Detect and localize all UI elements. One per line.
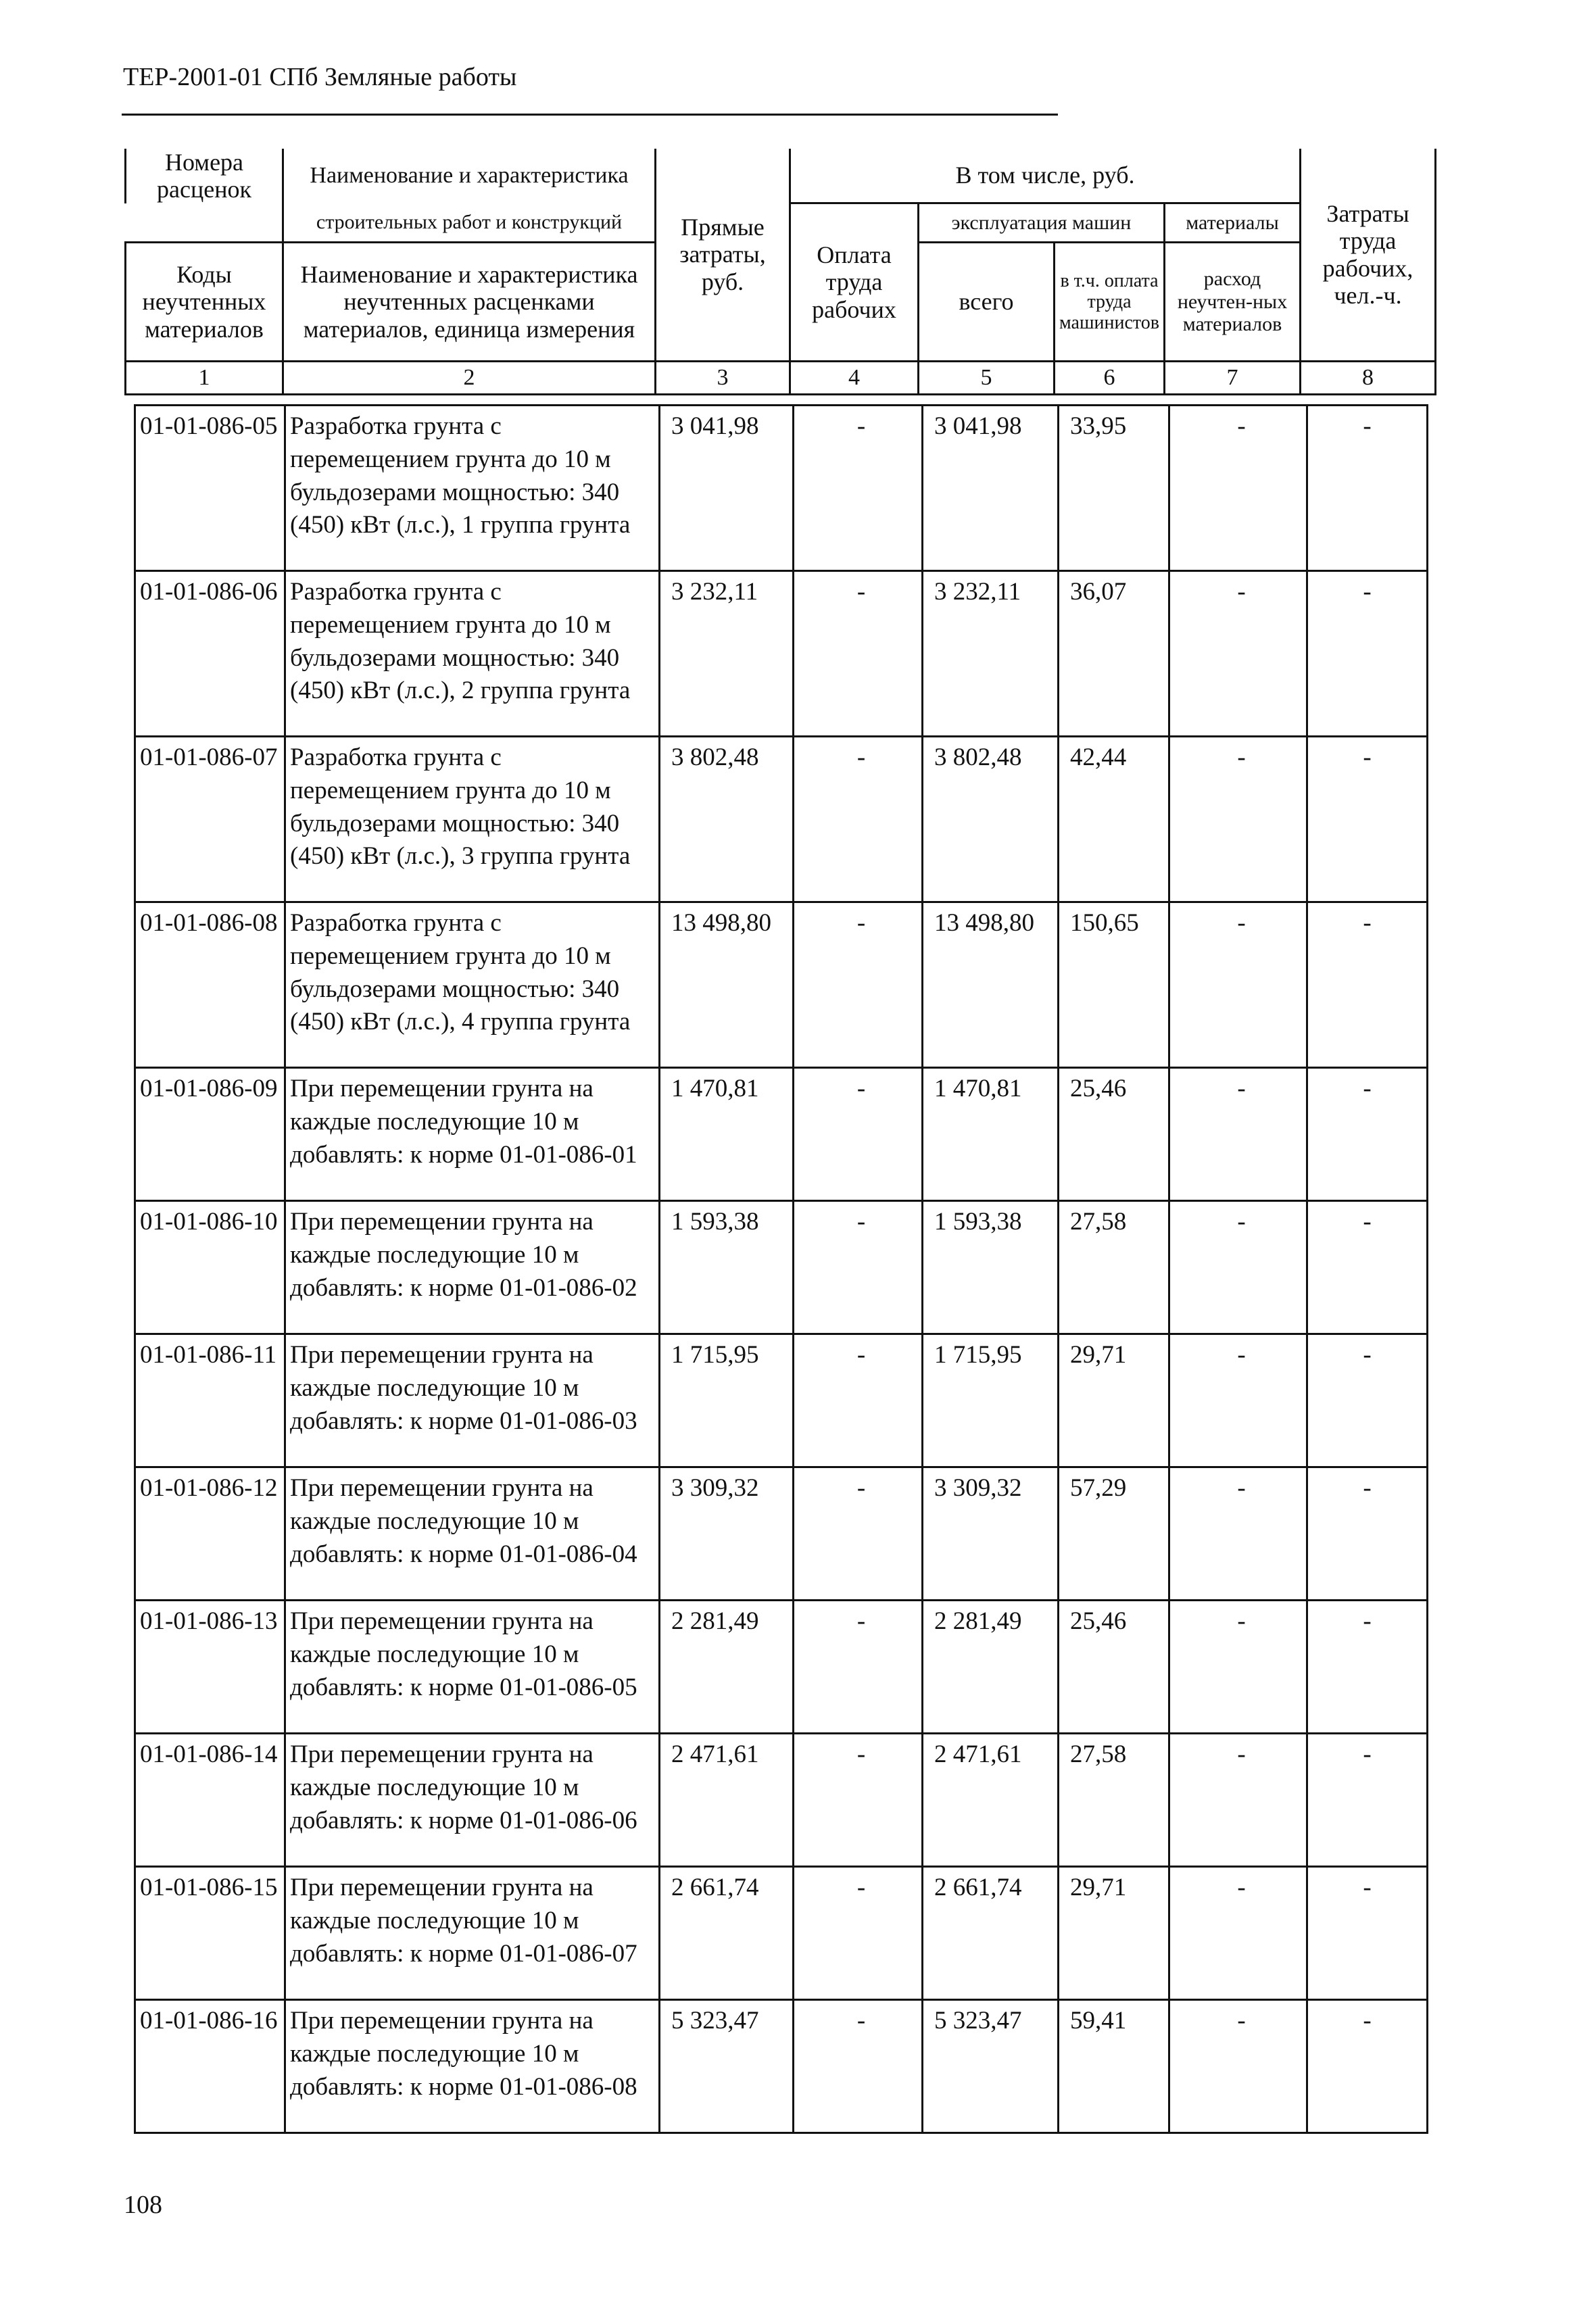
cell-machinists: 59,41 [1059,2000,1169,2133]
header-table [124,149,1436,395]
cell-materials: - [1169,737,1307,902]
cell-labor-hours: - [1307,737,1428,902]
cell-machinists: 25,46 [1059,1601,1169,1734]
cell-code: 01-01-086-10 [135,1201,285,1334]
cell-machinists: 27,58 [1059,1201,1169,1334]
col2-top-line2: строительных работ и конструкций [283,203,656,243]
cell-desc: При перемещении грунта на каждые последующие 10 м добавлять: к норме 01-01-086-06 [285,1734,660,1867]
cell-desc: При перемещении грунта на каждые последующие 10 м добавлять: к норме 01-01-086-07 [285,1867,660,2000]
cell-labor-hours: - [1307,2000,1428,2133]
cell-desc: При перемещении грунта на каждые последующие 10 м добавлять: к норме 01-01-086-08 [285,2000,660,2133]
page-number: 108 [124,2191,162,2219]
cell-materials: - [1169,1467,1307,1601]
col2-bottom-header: Наименование и характеристика неучтенных расценками материалов, единица измерения [283,243,656,362]
col5-header: всего [919,243,1055,362]
cell-labor: - [794,1334,923,1467]
cell-labor-hours: - [1307,406,1428,571]
table-row [135,1068,1428,1201]
cell-code: 01-01-086-12 [135,1467,285,1601]
cell-code: 01-01-086-07 [135,737,285,902]
cell-code: 01-01-086-14 [135,1734,285,1867]
cell-direct: 3 232,11 [660,571,794,737]
group-header: В том числе, руб. [790,149,1301,203]
cell-machinists: 36,07 [1059,571,1169,737]
cell-direct: 2 471,61 [660,1734,794,1867]
cell-materials: - [1169,1601,1307,1734]
cell-labor: - [794,902,923,1068]
col-number: 4 [790,362,919,395]
col4-header: Оплата труда рабочих [790,203,919,362]
cell-machinists: 29,71 [1059,1334,1169,1467]
cell-desc: Разработка грунта с перемещением грунта до 10 м бульдозерами мощностью: 340 (450) кВт (л.с.), 4 группа грунта [285,902,660,1068]
table-row [135,1734,1428,1867]
cell-machines-total: 2 281,49 [923,1601,1059,1734]
cell-materials: - [1169,406,1307,571]
cell-code: 01-01-086-06 [135,571,285,737]
table-row [135,571,1428,737]
col1-mid [126,203,283,243]
cell-code: 01-01-086-09 [135,1068,285,1201]
col1-top-header: Номера расценок [126,149,283,203]
cell-machinists: 57,29 [1059,1467,1169,1601]
col-number: 5 [919,362,1055,395]
table-row [135,406,1428,571]
cell-desc: При перемещении грунта на каждые последующие 10 м добавлять: к норме 01-01-086-01 [285,1068,660,1201]
cell-direct: 1 715,95 [660,1334,794,1467]
col8-header: Затраты труда рабочих, чел.-ч. [1301,149,1436,362]
col-number: 8 [1301,362,1436,395]
materials-header: материалы [1165,203,1301,243]
col3-header: Прямые затраты, руб. [656,149,790,362]
col7-header: расход неучтен-ных материалов [1165,243,1301,362]
rates-table [134,404,1428,2134]
cell-machines-total: 3 041,98 [923,406,1059,571]
cell-labor-hours: - [1307,902,1428,1068]
cell-labor-hours: - [1307,1467,1428,1601]
cell-code: 01-01-086-08 [135,902,285,1068]
cell-desc: Разработка грунта с перемещением грунта до 10 м бульдозерами мощностью: 340 (450) кВт (л.с.), 1 группа грунта [285,406,660,571]
cell-desc: При перемещении грунта на каждые последующие 10 м добавлять: к норме 01-01-086-04 [285,1467,660,1601]
cell-direct: 5 323,47 [660,2000,794,2133]
cell-labor-hours: - [1307,1867,1428,2000]
cell-materials: - [1169,1201,1307,1334]
cell-materials: - [1169,571,1307,737]
cell-machinists: 33,95 [1059,406,1169,571]
cell-desc: При перемещении грунта на каждые последующие 10 м добавлять: к норме 01-01-086-05 [285,1601,660,1734]
cell-desc: Разработка грунта с перемещением грунта до 10 м бульдозерами мощностью: 340 (450) кВт (л.с.), 2 группа грунта [285,571,660,737]
col2-top-header: Наименование и характеристика [283,149,656,203]
cell-labor-hours: - [1307,571,1428,737]
cell-machinists: 29,71 [1059,1867,1169,2000]
table-row [135,902,1428,1068]
col-number: 2 [283,362,656,395]
cell-labor-hours: - [1307,1601,1428,1734]
cell-code: 01-01-086-13 [135,1601,285,1734]
cell-machinists: 25,46 [1059,1068,1169,1201]
cell-machines-total: 3 802,48 [923,737,1059,902]
cell-materials: - [1169,902,1307,1068]
cell-labor: - [794,571,923,737]
cell-materials: - [1169,1734,1307,1867]
table-row [135,2000,1428,2133]
table-row [135,1201,1428,1334]
cell-labor-hours: - [1307,1201,1428,1334]
col-number: 7 [1165,362,1301,395]
cell-materials: - [1169,2000,1307,2133]
cell-labor: - [794,1601,923,1734]
cell-direct: 3 802,48 [660,737,794,902]
cell-code: 01-01-086-05 [135,406,285,571]
cell-materials: - [1169,1334,1307,1467]
cell-machines-total: 2 471,61 [923,1734,1059,1867]
col-number: 6 [1055,362,1165,395]
cell-code: 01-01-086-11 [135,1334,285,1467]
col6-header: в т.ч. оплата труда машинистов [1055,243,1165,362]
cell-labor-hours: - [1307,1068,1428,1201]
cell-labor: - [794,2000,923,2133]
cell-desc: При перемещении грунта на каждые последующие 10 м добавлять: к норме 01-01-086-02 [285,1201,660,1334]
table-row [135,1334,1428,1467]
table-row [135,737,1428,902]
running-head: ТЕР-2001-01 СПб Земляные работы [123,63,517,91]
cell-labor: - [794,1467,923,1601]
cell-machinists: 150,65 [1059,902,1169,1068]
cell-direct: 1 470,81 [660,1068,794,1201]
cell-direct: 1 593,38 [660,1201,794,1334]
cell-labor: - [794,1867,923,2000]
cell-direct: 13 498,80 [660,902,794,1068]
cell-machines-total: 1 715,95 [923,1334,1059,1467]
table-row [135,1467,1428,1601]
cell-desc: При перемещении грунта на каждые последующие 10 м добавлять: к норме 01-01-086-03 [285,1334,660,1467]
cell-labor: - [794,1734,923,1867]
col-number: 3 [656,362,790,395]
cell-labor-hours: - [1307,1734,1428,1867]
cell-labor: - [794,406,923,571]
cell-materials: - [1169,1068,1307,1201]
cell-code: 01-01-086-16 [135,2000,285,2133]
cell-machines-total: 5 323,47 [923,2000,1059,2133]
col1-bottom-header: Коды неучтенных материалов [126,243,283,362]
table-row [135,1867,1428,2000]
cell-labor-hours: - [1307,1334,1428,1467]
cell-machines-total: 1 593,38 [923,1201,1059,1334]
cell-direct: 3 041,98 [660,406,794,571]
cell-labor: - [794,1068,923,1201]
cell-code: 01-01-086-15 [135,1867,285,2000]
cell-direct: 3 309,32 [660,1467,794,1601]
cell-machines-total: 3 309,32 [923,1467,1059,1601]
header-rule [122,114,1058,116]
cell-machines-total: 2 661,74 [923,1867,1059,2000]
cell-direct: 2 281,49 [660,1601,794,1734]
col-number: 1 [126,362,283,395]
cell-materials: - [1169,1867,1307,2000]
cell-machinists: 42,44 [1059,737,1169,902]
cell-machines-total: 1 470,81 [923,1068,1059,1201]
cell-labor: - [794,1201,923,1334]
cell-machines-total: 3 232,11 [923,571,1059,737]
cell-machinists: 27,58 [1059,1734,1169,1867]
machines-header: эксплуатация машин [919,203,1165,243]
cell-machines-total: 13 498,80 [923,902,1059,1068]
cell-labor: - [794,737,923,902]
cell-desc: Разработка грунта с перемещением грунта до 10 м бульдозерами мощностью: 340 (450) кВт (л.с.), 3 группа грунта [285,737,660,902]
cell-direct: 2 661,74 [660,1867,794,2000]
table-row [135,1601,1428,1734]
